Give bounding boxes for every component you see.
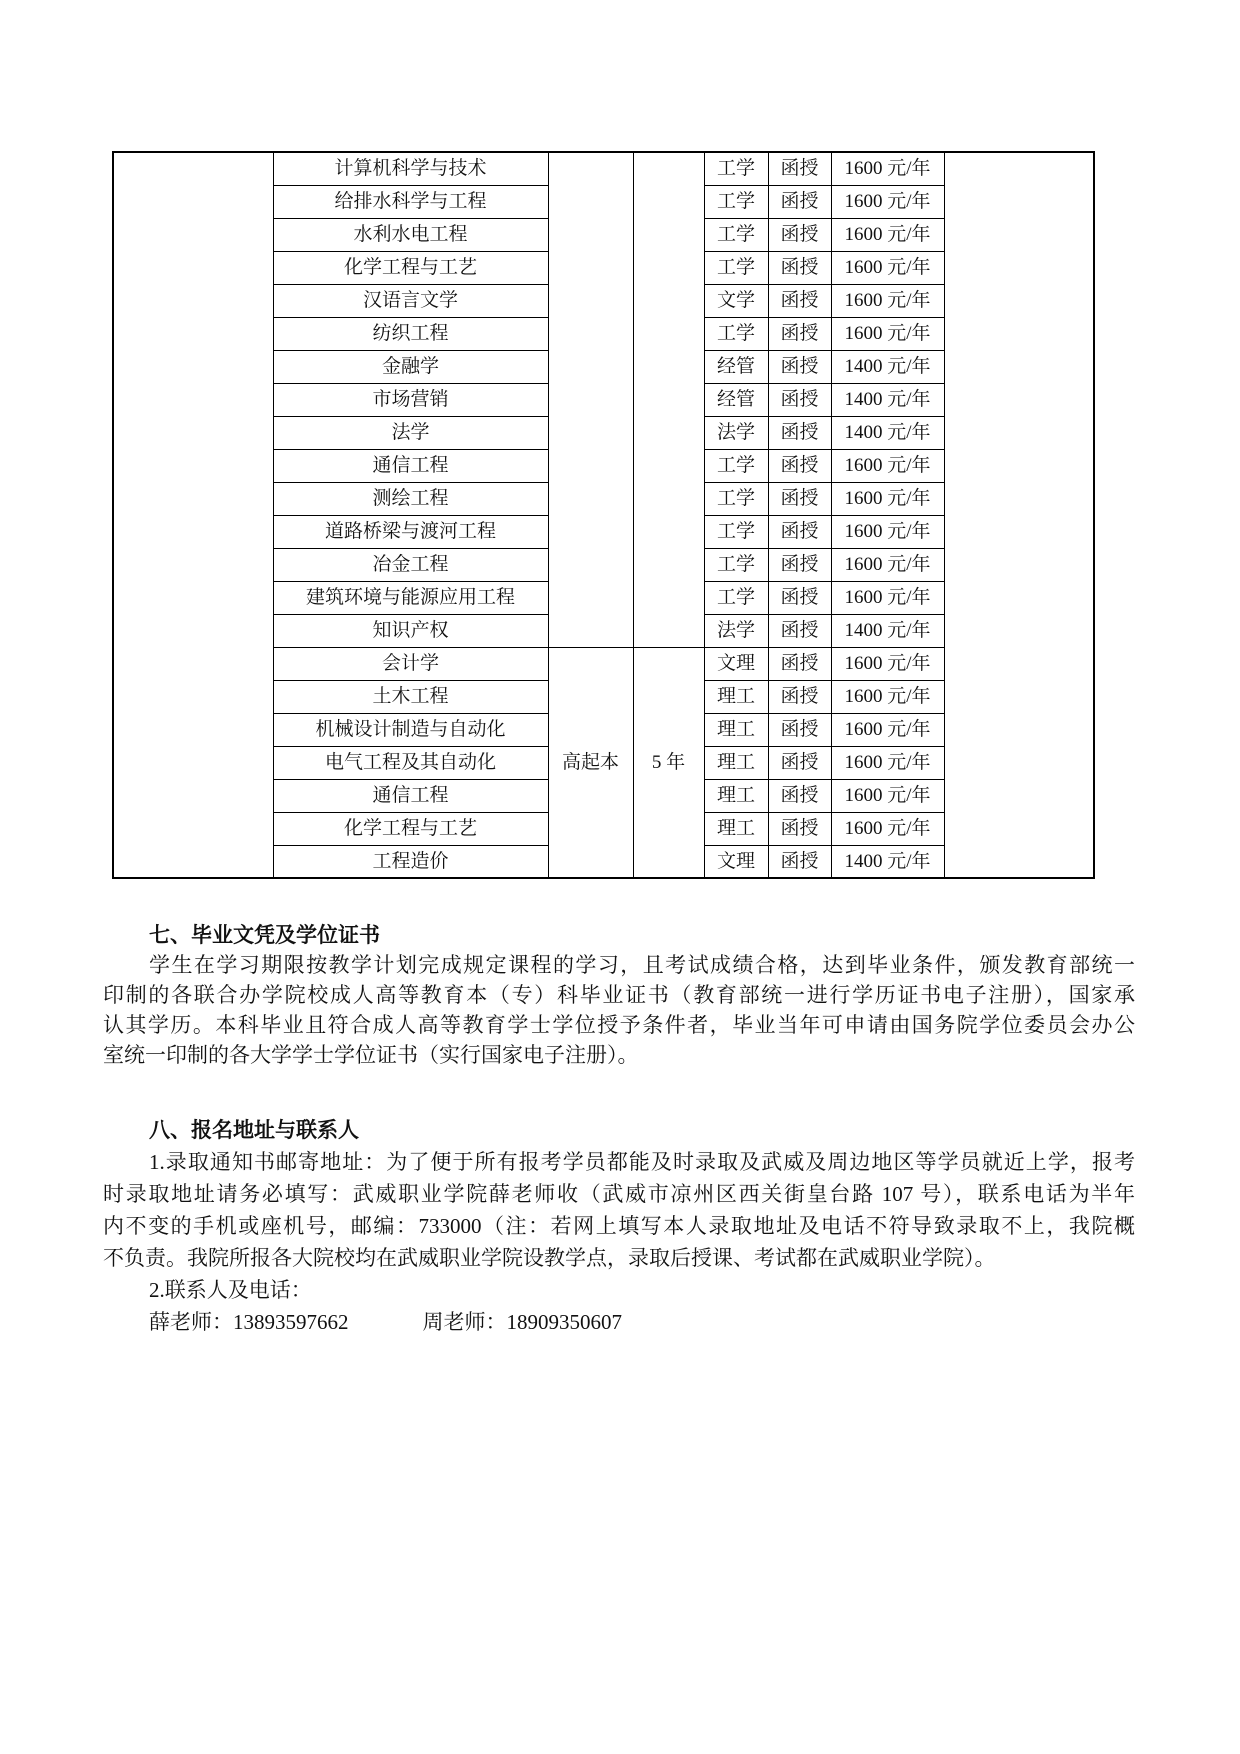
section7-heading: 七、毕业文凭及学位证书 [149, 923, 380, 947]
form-cell: 函授 [768, 779, 831, 812]
form-cell: 函授 [768, 680, 831, 713]
major-cell: 道路桥梁与渡河工程 [273, 515, 548, 548]
tuition-cell: 1600 元/年 [831, 251, 944, 284]
category-cell: 理工 [704, 680, 768, 713]
contacts-line [103, 1306, 1135, 1338]
section8-heading: 八、报名地址与联系人 [149, 1118, 359, 1142]
tuition-cell: 1600 元/年 [831, 779, 944, 812]
tuition-cell: 1600 元/年 [831, 185, 944, 218]
major-cell: 知识产权 [273, 614, 548, 647]
category-cell: 法学 [704, 614, 768, 647]
category-cell: 工学 [704, 581, 768, 614]
right-merged-cell [944, 152, 1094, 878]
form-cell: 函授 [768, 218, 831, 251]
major-cell: 土木工程 [273, 680, 548, 713]
category-cell: 理工 [704, 746, 768, 779]
category-cell: 工学 [704, 548, 768, 581]
major-cell: 计算机科学与技术 [273, 152, 548, 185]
major-cell: 工程造价 [273, 845, 548, 878]
tuition-cell: 1600 元/年 [831, 548, 944, 581]
category-cell: 文理 [704, 845, 768, 878]
form-cell: 函授 [768, 482, 831, 515]
category-cell: 经管 [704, 350, 768, 383]
category-cell: 工学 [704, 449, 768, 482]
form-cell: 函授 [768, 515, 831, 548]
contact-teacher-zhou: 周老师：18909350607 [422, 1310, 622, 1334]
tuition-cell: 1600 元/年 [831, 746, 944, 779]
major-cell: 汉语言文学 [273, 284, 548, 317]
form-cell: 函授 [768, 152, 831, 185]
left-merged-cell [113, 152, 273, 878]
tuition-cell: 1600 元/年 [831, 647, 944, 680]
major-cell: 市场营销 [273, 383, 548, 416]
category-cell: 理工 [704, 713, 768, 746]
section8-line: 不负责。我院所报各大院校均在武威职业学院设教学点，录取后授课、考试都在武威职业学院）。 [103, 1246, 996, 1270]
section7-line: 印制的各联合办学院校成人高等教育本（专）科毕业证书（教育部统一进行学历证书电子注册），国家承 [103, 983, 1135, 1007]
level-empty-cell [548, 152, 633, 647]
major-cell: 会计学 [273, 647, 548, 680]
tuition-cell: 1400 元/年 [831, 350, 944, 383]
text-sections [103, 920, 1135, 1338]
form-cell: 函授 [768, 845, 831, 878]
tuition-cell: 1600 元/年 [831, 449, 944, 482]
form-cell: 函授 [768, 284, 831, 317]
category-cell: 经管 [704, 383, 768, 416]
section-gap [103, 1070, 1135, 1114]
duration-cell: 5 年 [633, 647, 704, 878]
duration-empty-cell [633, 152, 704, 647]
major-cell: 化学工程与工艺 [273, 812, 548, 845]
form-cell: 函授 [768, 350, 831, 383]
category-cell: 工学 [704, 515, 768, 548]
category-cell: 工学 [704, 152, 768, 185]
major-cell: 测绘工程 [273, 482, 548, 515]
tuition-cell: 1600 元/年 [831, 317, 944, 350]
major-cell: 机械设计制造与自动化 [273, 713, 548, 746]
table-row [113, 152, 1094, 185]
major-cell: 通信工程 [273, 779, 548, 812]
tuition-cell: 1400 元/年 [831, 383, 944, 416]
tuition-cell: 1600 元/年 [831, 284, 944, 317]
form-cell: 函授 [768, 317, 831, 350]
major-cell: 化学工程与工艺 [273, 251, 548, 284]
form-cell: 函授 [768, 713, 831, 746]
category-cell: 理工 [704, 812, 768, 845]
category-cell: 工学 [704, 251, 768, 284]
form-cell: 函授 [768, 416, 831, 449]
major-cell: 水利水电工程 [273, 218, 548, 251]
tuition-cell: 1600 元/年 [831, 581, 944, 614]
major-cell: 金融学 [273, 350, 548, 383]
major-cell: 给排水科学与工程 [273, 185, 548, 218]
tuition-cell: 1400 元/年 [831, 614, 944, 647]
section7-line: 学生在学习期限按教学计划完成规定课程的学习，且考试成绩合格，达到毕业条件，颁发教育部统一 [149, 953, 1135, 977]
form-cell: 函授 [768, 614, 831, 647]
form-cell: 函授 [768, 581, 831, 614]
category-cell: 工学 [704, 218, 768, 251]
level-cell: 高起本 [548, 647, 633, 878]
form-cell: 函授 [768, 185, 831, 218]
form-cell: 函授 [768, 548, 831, 581]
section8-line: 1.录取通知书邮寄地址：为了便于所有报考学员都能及时录取及武威及周边地区等学员就近上学，报考 [149, 1150, 1135, 1174]
section8-line: 时录取地址请务必填写：武威职业学院薛老师收（武威市凉州区西关街皇台路 107 号），联系电话为半年 [103, 1182, 1135, 1206]
category-cell: 理工 [704, 779, 768, 812]
major-cell: 建筑环境与能源应用工程 [273, 581, 548, 614]
tuition-cell: 1600 元/年 [831, 482, 944, 515]
tuition-cell: 1600 元/年 [831, 680, 944, 713]
tuition-cell: 1600 元/年 [831, 218, 944, 251]
major-cell: 纺织工程 [273, 317, 548, 350]
section7-line: 认其学历。本科毕业且符合成人高等教育学士学位授予条件者，毕业当年可申请由国务院学位委员会办公 [103, 1013, 1135, 1037]
category-cell: 工学 [704, 317, 768, 350]
tuition-cell: 1600 元/年 [831, 713, 944, 746]
form-cell: 函授 [768, 251, 831, 284]
tuition-cell: 1600 元/年 [831, 812, 944, 845]
tuition-cell: 1600 元/年 [831, 515, 944, 548]
tuition-cell: 1400 元/年 [831, 416, 944, 449]
major-cell: 冶金工程 [273, 548, 548, 581]
contact-teacher-xue: 薛老师：13893597662 [149, 1310, 349, 1334]
tuition-cell: 1400 元/年 [831, 845, 944, 878]
form-cell: 函授 [768, 812, 831, 845]
form-cell: 函授 [768, 383, 831, 416]
form-cell: 函授 [768, 449, 831, 482]
major-cell: 通信工程 [273, 449, 548, 482]
major-cell: 法学 [273, 416, 548, 449]
section7-line: 室统一印制的各大学学士学位证书（实行国家电子注册）。 [103, 1043, 639, 1067]
category-cell: 文理 [704, 647, 768, 680]
contacts-label: 2.联系人及电话： [149, 1278, 312, 1302]
category-cell: 工学 [704, 185, 768, 218]
section8-line: 内不变的手机或座机号，邮编：733000（注：若网上填写本人录取地址及电话不符导致录取不上，我院概 [103, 1214, 1135, 1238]
tuition-cell: 1600 元/年 [831, 152, 944, 185]
category-cell: 文学 [704, 284, 768, 317]
form-cell: 函授 [768, 746, 831, 779]
category-cell: 法学 [704, 416, 768, 449]
form-cell: 函授 [768, 647, 831, 680]
major-cell: 电气工程及其自动化 [273, 746, 548, 779]
enrollment-fee-table [112, 151, 1095, 879]
category-cell: 工学 [704, 482, 768, 515]
